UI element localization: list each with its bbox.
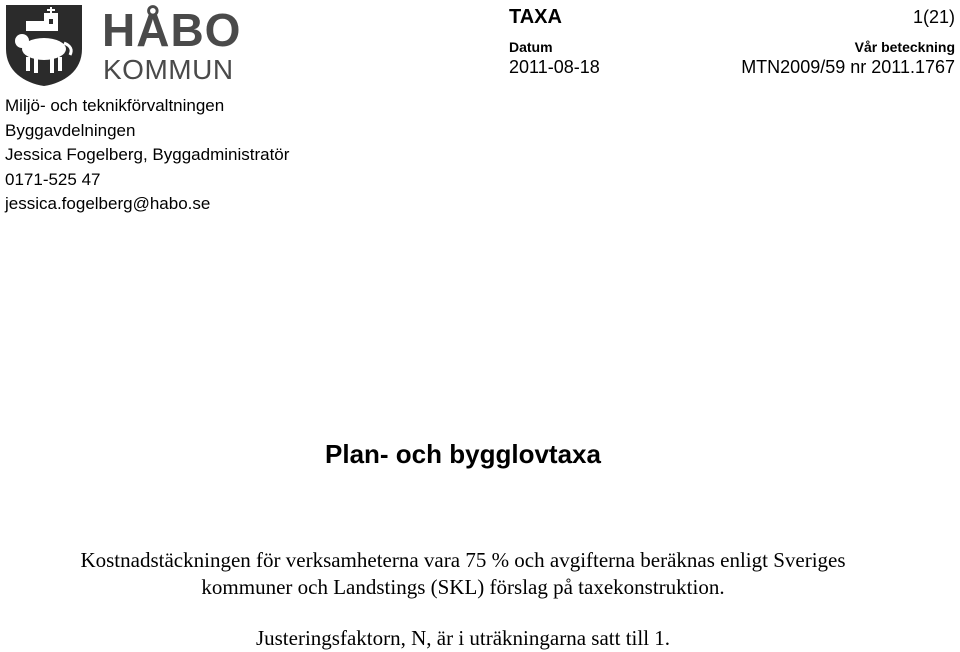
sender-info — [5, 94, 289, 217]
brand-subtitle: KOMMUN — [103, 54, 234, 85]
sender-unit: Byggavdelningen — [5, 120, 136, 140]
reference-value: MTN2009/59 nr 2011.1767 — [741, 57, 955, 77]
date-value: 2011-08-18 — [509, 57, 600, 77]
sender-department: Miljö- och teknikförvaltningen — [5, 96, 225, 115]
paragraph-line: Kostnadstäckningen för verksamheterna vara 75 % och avgifterna beräknas enligt Sveriges — [80, 548, 846, 572]
reference-label: Vår beteckning — [854, 39, 955, 55]
municipality-logo — [4, 3, 242, 87]
document-type: TAXA — [509, 6, 562, 28]
cost-coverage-paragraph — [0, 547, 926, 601]
adjustment-factor-paragraph: Justeringsfaktorn, N, är i uträkningarna satt till 1. — [255, 626, 671, 650]
page-number: 1(21) — [912, 7, 955, 27]
brand-name: HÅBO — [102, 4, 242, 56]
date-label: Datum — [509, 39, 553, 55]
sender-phone: 0171-525 47 — [5, 169, 101, 189]
sender-email: jessica.fogelberg@habo.se — [5, 194, 211, 213]
coat-of-arms-icon — [4, 3, 84, 87]
document-title: Plan- och bygglovtaxa — [325, 439, 601, 469]
sender-name: Jessica Fogelberg, Byggadministratör — [5, 145, 290, 164]
paragraph-line: kommuner och Landstings (SKL) förslag på taxekonstruktion. — [201, 575, 725, 599]
